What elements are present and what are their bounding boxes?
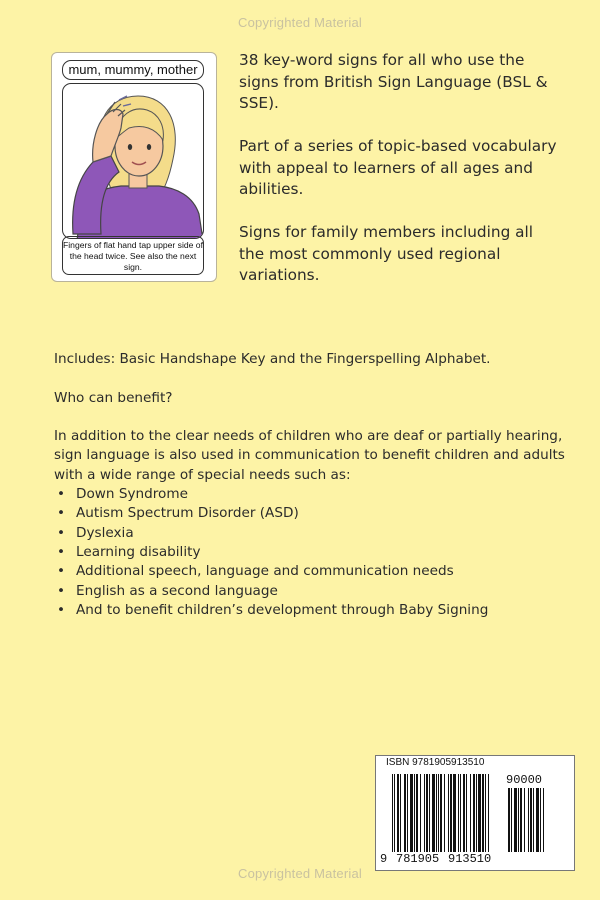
barcode-bar	[394, 774, 395, 852]
barcode-bar	[518, 788, 519, 852]
barcode-bar	[453, 774, 456, 852]
barcode-bar	[416, 774, 418, 852]
price-code: 90000	[506, 773, 543, 787]
list-item: • Learning disability	[54, 543, 574, 562]
who-heading: Who can benefit?	[54, 389, 173, 406]
barcode-bar	[432, 774, 435, 852]
barcode-bar	[424, 774, 425, 852]
barcode-bar	[511, 788, 512, 852]
barcode-bar	[410, 774, 413, 852]
barcode-bar	[466, 774, 467, 852]
intro-text: In addition to the clear needs of children who are deaf or partially hearing, sign language is also used in communication to benefit children and adults with a wide range of special needs such as:	[54, 428, 565, 483]
barcode-bar	[508, 788, 510, 852]
list-item: • Dyslexia	[54, 524, 574, 543]
blurb-paragraph: Part of a series of topic-based vocabulary with appeal to learners of all ages and abilities.	[239, 137, 557, 198]
barcode-bars	[392, 774, 502, 852]
sign-card	[51, 52, 217, 282]
barcode-bar	[426, 774, 428, 852]
barcode-bar	[444, 774, 445, 852]
barcode-bar	[458, 774, 459, 852]
barcode-bar	[438, 774, 439, 852]
barcode-bar	[392, 774, 393, 852]
barcode-bar	[533, 788, 534, 852]
barcode-bar	[528, 788, 529, 852]
blurb	[239, 50, 559, 308]
mother-sign-drawing	[63, 84, 204, 239]
barcode-bar	[414, 774, 415, 852]
barcode-bar	[448, 774, 449, 852]
benefit-list	[54, 485, 574, 620]
barcode-bar	[530, 788, 532, 852]
barcode-bar	[524, 788, 525, 852]
barcode-bar	[514, 788, 517, 852]
barcode-bar	[470, 774, 471, 852]
list-item: • Autism Spectrum Disorder (ASD)	[54, 504, 574, 523]
watermark-top: Copyrighted Material	[238, 15, 362, 30]
blurb-paragraph: Signs for family members including all the most commonly used regional variations.	[239, 223, 534, 284]
barcode-bar	[400, 774, 401, 852]
barcode-bar	[460, 774, 461, 852]
barcode-bar	[478, 774, 481, 852]
barcode-bar	[540, 788, 541, 852]
barcode-bar	[485, 774, 486, 852]
barcode-bar	[482, 774, 484, 852]
isbn-digit-first: 9	[380, 852, 388, 866]
isbn-digit-group: 781905	[396, 852, 440, 866]
description	[54, 350, 574, 620]
barcode-bar	[397, 774, 399, 852]
sign-card-caption: Fingers of flat hand tap upper side of the head twice. See also the next sign.	[62, 236, 204, 275]
barcode-bar	[436, 774, 437, 852]
barcode-bar	[476, 774, 477, 852]
list-item: • Additional speech, language and communication needs	[54, 562, 574, 581]
isbn-label: ISBN 9781905913510	[386, 757, 485, 768]
isbn-digit-group: 913510	[448, 852, 492, 866]
barcode-bar	[473, 774, 475, 852]
list-item: • English as a second language	[54, 582, 574, 601]
barcode-bar	[429, 774, 430, 852]
barcode-bar	[404, 774, 406, 852]
barcode-bar	[488, 774, 489, 852]
sign-card-title: mum, mummy, mother	[62, 60, 204, 80]
barcode-bar	[463, 774, 465, 852]
blurb-paragraph: 38 key-word signs for all who use the signs from British Sign Language (BSL & SSE).	[239, 51, 548, 112]
barcode-bar	[407, 774, 408, 852]
barcode-bar	[440, 774, 442, 852]
watermark-bottom: Copyrighted Material	[238, 866, 362, 881]
includes-text: Includes: Basic Handshape Key and the Fingerspelling Alphabet.	[54, 351, 491, 367]
list-item: • Down Syndrome	[54, 485, 574, 504]
barcode-bar	[536, 788, 539, 852]
list-item: • And to benefit children’s development through Baby Signing	[54, 601, 574, 620]
price-barcode-bars	[508, 788, 560, 852]
barcode-bar	[543, 788, 544, 852]
barcode-bar	[520, 788, 522, 852]
barcode-bar	[450, 774, 452, 852]
barcode-bar	[420, 774, 421, 852]
sign-illustration	[62, 83, 204, 239]
isbn-barcode	[375, 755, 575, 871]
